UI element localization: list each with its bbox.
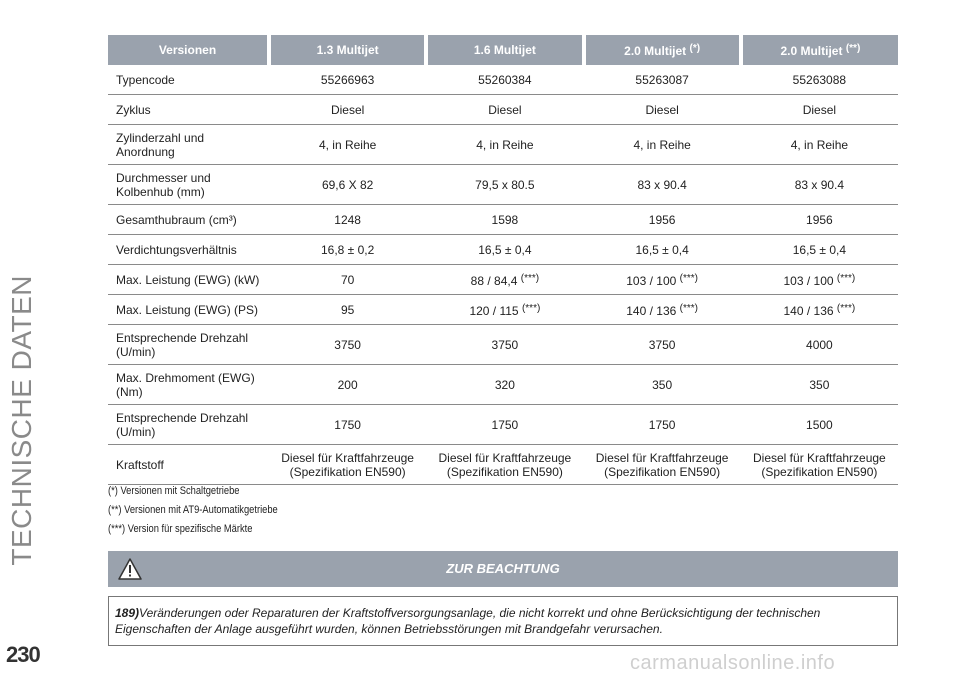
table-cell	[741, 95, 898, 125]
table-row	[108, 235, 898, 265]
cell-value: 1248	[334, 212, 361, 227]
footnote-mark: (***)	[836, 272, 856, 284]
cell-value: 1956	[648, 212, 676, 227]
footnote-mark: (***)	[521, 302, 541, 314]
table-cell	[426, 65, 583, 95]
cell-value: 70	[340, 272, 355, 287]
cell-value: 120 / 115	[469, 303, 519, 318]
table-cell	[269, 95, 426, 125]
footnote-mark: (***)	[679, 302, 698, 314]
table-cell	[269, 235, 426, 265]
table-cell	[584, 405, 741, 445]
table-cell	[584, 95, 741, 125]
warning-title: ZUR BEACHTUNG	[446, 561, 560, 576]
table-cell	[269, 445, 426, 485]
row-label: Gesamthubraum (cm³)	[108, 205, 269, 235]
table-cell	[426, 445, 583, 485]
cell-value: 1750	[334, 417, 361, 432]
cell-value: 55263087	[635, 72, 689, 87]
footnote-mark: (***)	[836, 302, 856, 314]
table-cell	[269, 365, 426, 405]
table-cell	[426, 365, 583, 405]
table-cell	[584, 235, 741, 265]
warning-text: Veränderungen oder Reparaturen der Kraftstoffversorgungsanlage, die nicht korrekt und ohne Berücksichtigung der technischen Eigenschaften der Anlage ausgeführt wurden, können Betriebsstörungen mit Brandgefahr verursachen.	[115, 606, 821, 636]
cell-value: 1750	[648, 417, 676, 432]
footnote-mark: (***)	[520, 272, 540, 284]
table-row	[108, 95, 898, 125]
row-label: Max. Drehmoment (EWG) (Nm)	[108, 365, 269, 405]
table-cell	[741, 405, 898, 445]
table-row	[108, 125, 898, 165]
cell-value: 55266963	[320, 72, 375, 87]
row-label: Verdichtungsverhältnis	[108, 235, 269, 265]
table-row	[108, 325, 898, 365]
cell-value: 88 / 84,4	[470, 273, 518, 288]
row-label: Zylinderzahl und Anordnung	[108, 125, 269, 165]
table-cell	[426, 265, 583, 295]
cell-value: 95	[340, 302, 355, 317]
header-versions: Versionen	[108, 35, 269, 65]
table-cell	[426, 205, 583, 235]
cell-value: 103 / 100	[783, 273, 834, 288]
table-cell	[741, 235, 898, 265]
warning-box	[108, 596, 898, 646]
cell-value: 320	[494, 377, 515, 392]
table-cell	[584, 165, 741, 205]
header-footnote-mark: (*)	[689, 42, 701, 54]
cell-value: 83 x 90.4	[637, 177, 687, 192]
cell-value: Diesel	[802, 102, 837, 117]
cell-value: 3750	[491, 337, 519, 352]
cell-value: 55260384	[478, 72, 532, 87]
footnote-mark: (***)	[679, 272, 698, 284]
cell-value: 4, in Reihe	[633, 137, 691, 152]
warning-header	[108, 551, 898, 587]
table-row	[108, 365, 898, 405]
page-number: 230	[6, 642, 40, 667]
table-cell	[584, 445, 741, 485]
table-cell	[584, 205, 741, 235]
table-cell	[426, 405, 583, 445]
table-row	[108, 445, 898, 485]
table-cell	[426, 325, 583, 365]
row-label: Durchmesser und Kolbenhub (mm)	[108, 165, 269, 205]
row-label: Zyklus	[108, 95, 269, 125]
table-cell	[741, 125, 898, 165]
cell-value: 350	[652, 377, 673, 392]
header-13-multijet: 1.3 Multijet	[269, 35, 426, 65]
header-20-multijet-manual: 2.0 Multijet (*)	[584, 35, 741, 65]
cell-value: 140 / 136	[626, 303, 677, 318]
table-cell	[741, 295, 898, 325]
table-row	[108, 65, 898, 95]
cell-value: 79,5 x 80.5	[475, 177, 535, 192]
footnote: (**) Versionen mit AT9-Automatikgetriebe	[108, 504, 278, 516]
cell-value: 3750	[334, 337, 361, 352]
table-cell	[741, 325, 898, 365]
table-cell	[741, 365, 898, 405]
cell-value: Diesel	[645, 102, 679, 117]
cell-value: 55263088	[792, 72, 847, 87]
table-cell	[269, 165, 426, 205]
section-side-title	[6, 275, 37, 566]
table-body	[108, 65, 898, 485]
cell-value: 16,8 ± 0,2	[320, 242, 375, 257]
cell-value: 1956	[806, 212, 833, 227]
table-cell	[741, 205, 898, 235]
table-row	[108, 265, 898, 295]
cell-value: 4, in Reihe	[790, 137, 849, 152]
cell-value: 4, in Reihe	[476, 137, 534, 152]
table-cell	[426, 295, 583, 325]
cell-value: 200	[337, 377, 358, 392]
table-cell	[426, 235, 583, 265]
table-row	[108, 405, 898, 445]
table-cell	[269, 125, 426, 165]
cell-value: Diesel für Kraftfahrzeuge (Spezifikation EN590)	[281, 450, 414, 479]
watermark: carmanualsonline.info	[630, 652, 836, 674]
cell-value: 16,5 ± 0,4	[635, 242, 689, 257]
table-cell	[584, 365, 741, 405]
table-cell	[269, 65, 426, 95]
table-cell	[584, 65, 741, 95]
header-20-multijet-auto: 2.0 Multijet (**)	[741, 35, 898, 65]
table-cell	[426, 95, 583, 125]
warning-triangle-icon	[118, 558, 142, 580]
cell-value: Diesel	[488, 102, 522, 117]
table-cell	[584, 295, 741, 325]
cell-value: 1598	[491, 212, 519, 227]
table-cell	[741, 165, 898, 205]
table-cell	[584, 325, 741, 365]
table-cell	[741, 65, 898, 95]
cell-value: 4, in Reihe	[318, 137, 377, 152]
table-cell	[426, 125, 583, 165]
engine-specs-table	[108, 35, 898, 485]
warning-text-block	[115, 605, 891, 637]
table-cell	[741, 445, 898, 485]
table-cell	[269, 405, 426, 445]
cell-value: 4000	[806, 337, 833, 352]
table-header-row	[108, 35, 898, 65]
cell-value: Diesel	[330, 102, 365, 117]
cell-value: 103 / 100	[626, 273, 677, 288]
section-side-title-text: TECHNISCHE DATEN	[6, 275, 37, 566]
table-row	[108, 295, 898, 325]
table-cell	[426, 165, 583, 205]
row-label: Entsprechende Drehzahl (U/min)	[108, 405, 269, 445]
row-label: Entsprechende Drehzahl (U/min)	[108, 325, 269, 365]
cell-value: 69,6 X 82	[321, 177, 374, 192]
table-cell	[741, 265, 898, 295]
footnote: (*) Versionen mit Schaltgetriebe	[108, 485, 240, 497]
table-cell	[269, 265, 426, 295]
warning-number: 189)	[115, 606, 140, 620]
footnote: (***) Version für spezifische Märkte	[108, 523, 253, 535]
table-cell	[584, 125, 741, 165]
row-label: Kraftstoff	[108, 445, 269, 485]
header-16-multijet: 1.6 Multijet	[426, 35, 583, 65]
row-label: Max. Leistung (EWG) (kW)	[108, 265, 269, 295]
row-label: Max. Leistung (EWG) (PS)	[108, 295, 269, 325]
table-row	[108, 205, 898, 235]
cell-value: 16,5 ± 0,4	[792, 242, 847, 257]
table-cell	[269, 295, 426, 325]
cell-value: 1500	[806, 417, 833, 432]
cell-value: Diesel für Kraftfahrzeuge (Spezifikation EN590)	[438, 450, 572, 479]
table-row	[108, 165, 898, 205]
cell-value: 16,5 ± 0,4	[478, 242, 532, 257]
header-footnote-mark: (**)	[845, 42, 861, 54]
footnotes	[108, 482, 278, 539]
table-cell	[584, 265, 741, 295]
cell-value: 350	[809, 377, 830, 392]
cell-value: 140 / 136	[783, 303, 834, 318]
table-cell	[269, 325, 426, 365]
cell-value: 83 x 90.4	[794, 177, 845, 192]
cell-value: Diesel für Kraftfahrzeuge (Spezifikation EN590)	[753, 450, 886, 479]
cell-value: Diesel für Kraftfahrzeuge (Spezifikation EN590)	[595, 450, 729, 479]
cell-value: 3750	[648, 337, 676, 352]
cell-value: 1750	[491, 417, 519, 432]
row-label: Typencode	[108, 65, 269, 95]
table-cell	[269, 205, 426, 235]
